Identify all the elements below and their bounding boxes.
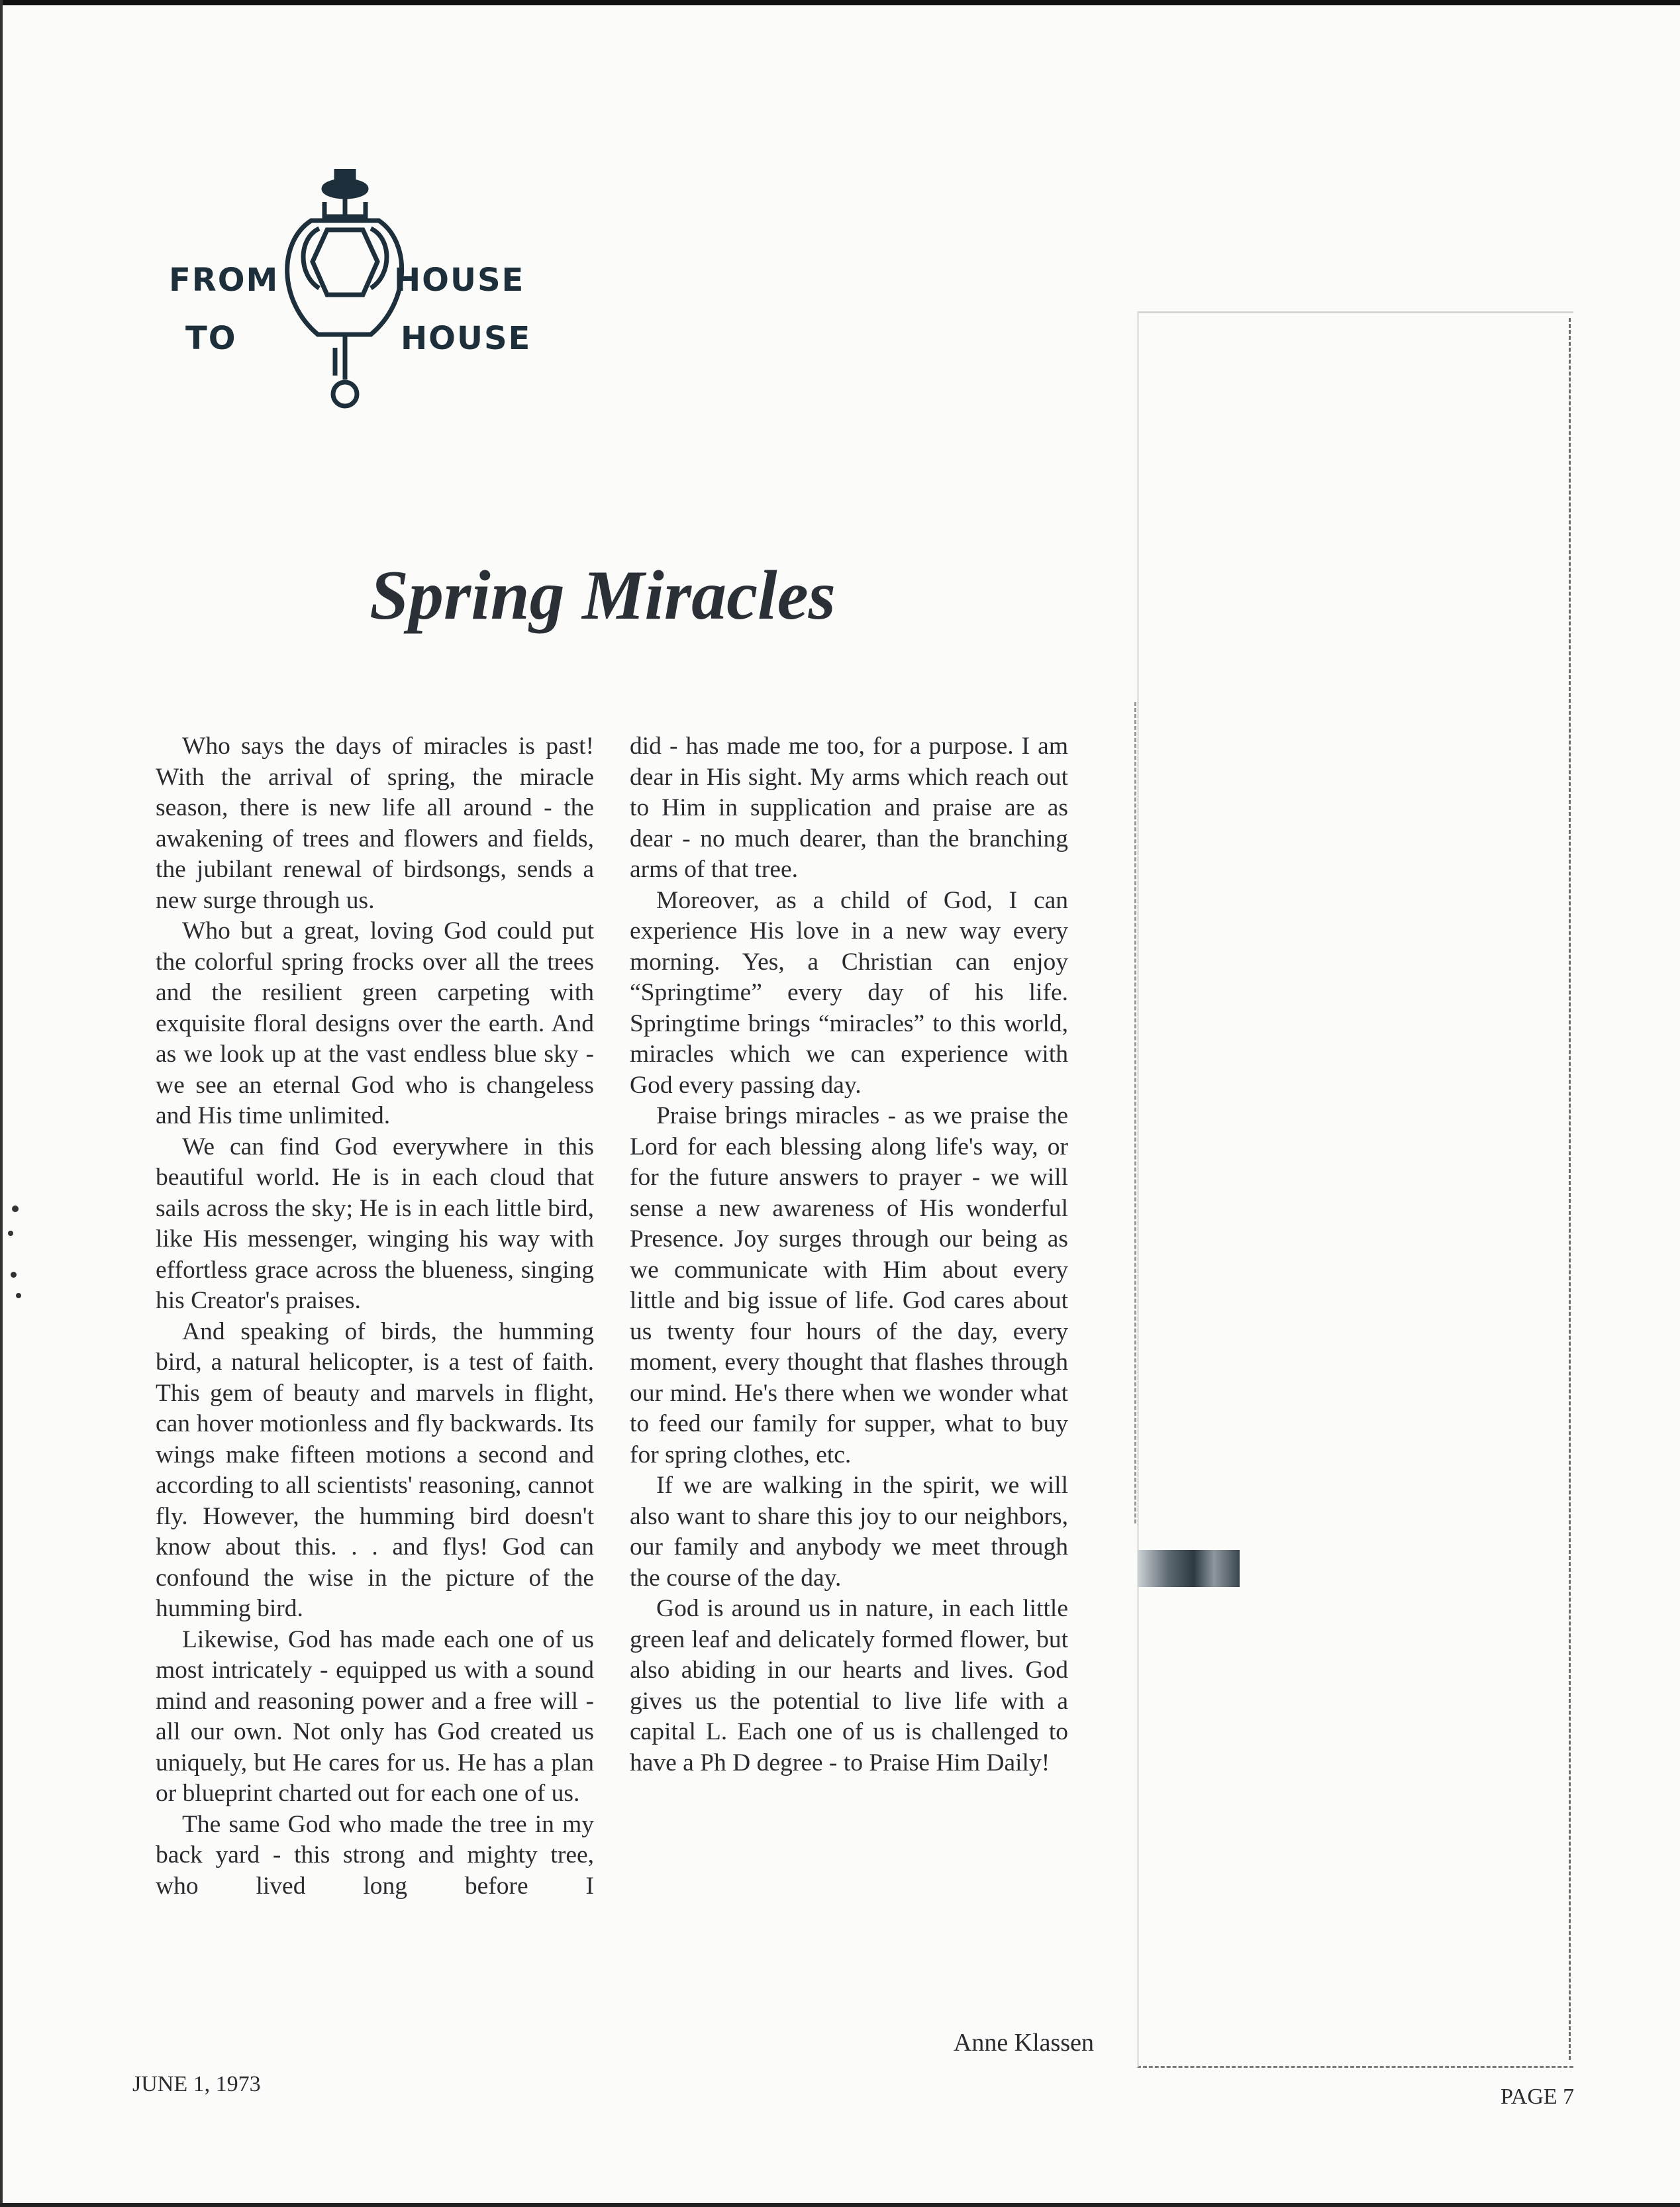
print-speck bbox=[11, 1272, 17, 1278]
blank-sidebar-frame bbox=[1137, 311, 1573, 2068]
paragraph: We can find God everywhere in this beautiful world. He is in each cloud that sails across the sky; He is in each little bird, like His messenger, winging his way with effortless grace across the blueness, singing his Creator's praises. bbox=[156, 1133, 594, 1314]
article-left-column bbox=[156, 731, 594, 1902]
article-right-column bbox=[630, 731, 1068, 1778]
paragraph: If we are walking in the spirit, we will also want to share this joy to our neighbors, our family and anybody we meet through the course of the day. bbox=[630, 1472, 1068, 1592]
print-speck bbox=[12, 1206, 19, 1212]
logo-word-from: FROM bbox=[169, 262, 279, 299]
paragraph: Who says the days of miracles is past! With the arrival of spring, the miracle season, there is new life all around - the awakening of trees and flowers and fields, the jubilant renewal of birdsongs, sends a new surge through us. bbox=[156, 733, 594, 914]
author-byline: Anne Klassen bbox=[953, 2029, 1094, 2057]
print-speck bbox=[16, 1293, 21, 1298]
issue-date: JUNE 1, 1973 bbox=[132, 2072, 261, 2096]
sidebar-dashed-rule-left bbox=[1134, 702, 1139, 1523]
page-bottom-edge bbox=[0, 2203, 1680, 2207]
logo-word-to: TO bbox=[185, 320, 237, 357]
paragraph: The same God who made the tree in my back yard - this strong and mighty tree, who lived long before I bbox=[156, 1810, 594, 1900]
article-title: Spring Miracles bbox=[370, 556, 836, 634]
print-speck bbox=[8, 1231, 13, 1236]
paragraph: Who but a great, loving God could put the colorful spring frocks over all the trees and the resilient green carpeting with exquisite floral designs over the earth. And as we look up at the vast endless blue sky - we see an eternal God who is changeless and His time unlimited. bbox=[156, 917, 594, 1129]
paragraph-continuation: did - has made me too, for a purpose. I am dear in His sight. My arms which reach out to Him in supplication and praise are as dear - no much dearer, than the branching arms of that tree. bbox=[630, 733, 1068, 883]
paragraph: Likewise, God has made each one of us most intricately - equipped us with a sound mind and reasoning power and a free will - all our own. Not only has God created us uniquely, but He cares for us. He has a plan or blueprint charted out for each one of us. bbox=[156, 1625, 594, 1807]
from-our-house-logo bbox=[166, 169, 550, 414]
photo-fragment bbox=[1138, 1550, 1240, 1587]
door-knocker-icon bbox=[278, 169, 411, 414]
paragraph: Moreover, as a child of God, I can experience His love in a new way every morning. Yes, a Christian can enjoy “Springtime” every day of his life. Springtime brings “miracles” to this world, miracles which we can experience with God every passing day. bbox=[630, 886, 1068, 1099]
page-number: PAGE 7 bbox=[1501, 2084, 1575, 2109]
page-left-edge bbox=[0, 0, 3, 2207]
paragraph: God is around us in nature, in each little green leaf and delicately formed flower, but also abiding in our hearts and lives. God gives us the potential to live life with a capital L. Each one of us is challenged to have a Ph D degree - to Praise Him Daily! bbox=[630, 1595, 1068, 1776]
sidebar-dashed-rule bbox=[1569, 318, 1571, 2060]
paragraph: And speaking of birds, the humming bird, a natural helicopter, is a test of faith. This gem of beauty and marvels in flight, can hover motionless and fly backwards. Its wings make fifteen motions a second and according to all scientists' reasoning, cannot fly. However, the humming bird doesn't know about this. . . and flys! God can confound the wise in the picture of the humming bird. bbox=[156, 1317, 594, 1622]
page-top-edge bbox=[0, 0, 1680, 5]
paragraph: Praise brings miracles - as we praise the Lord for each blessing along life's way, or for the future answers to prayer - we will sense a new awareness of His wonderful Presence. Joy surges through our being as we communicate with Him about every little and big issue of life. God cares about us twenty four hours of the day, every moment, every thought that flashes through our mind. He's there when we wonder what to feed our family for supper, what to buy for spring clothes, etc. bbox=[630, 1102, 1068, 1468]
logo-word-house-2: HOUSE bbox=[401, 320, 532, 357]
logo-word-house-1: HOUSE bbox=[394, 262, 525, 299]
